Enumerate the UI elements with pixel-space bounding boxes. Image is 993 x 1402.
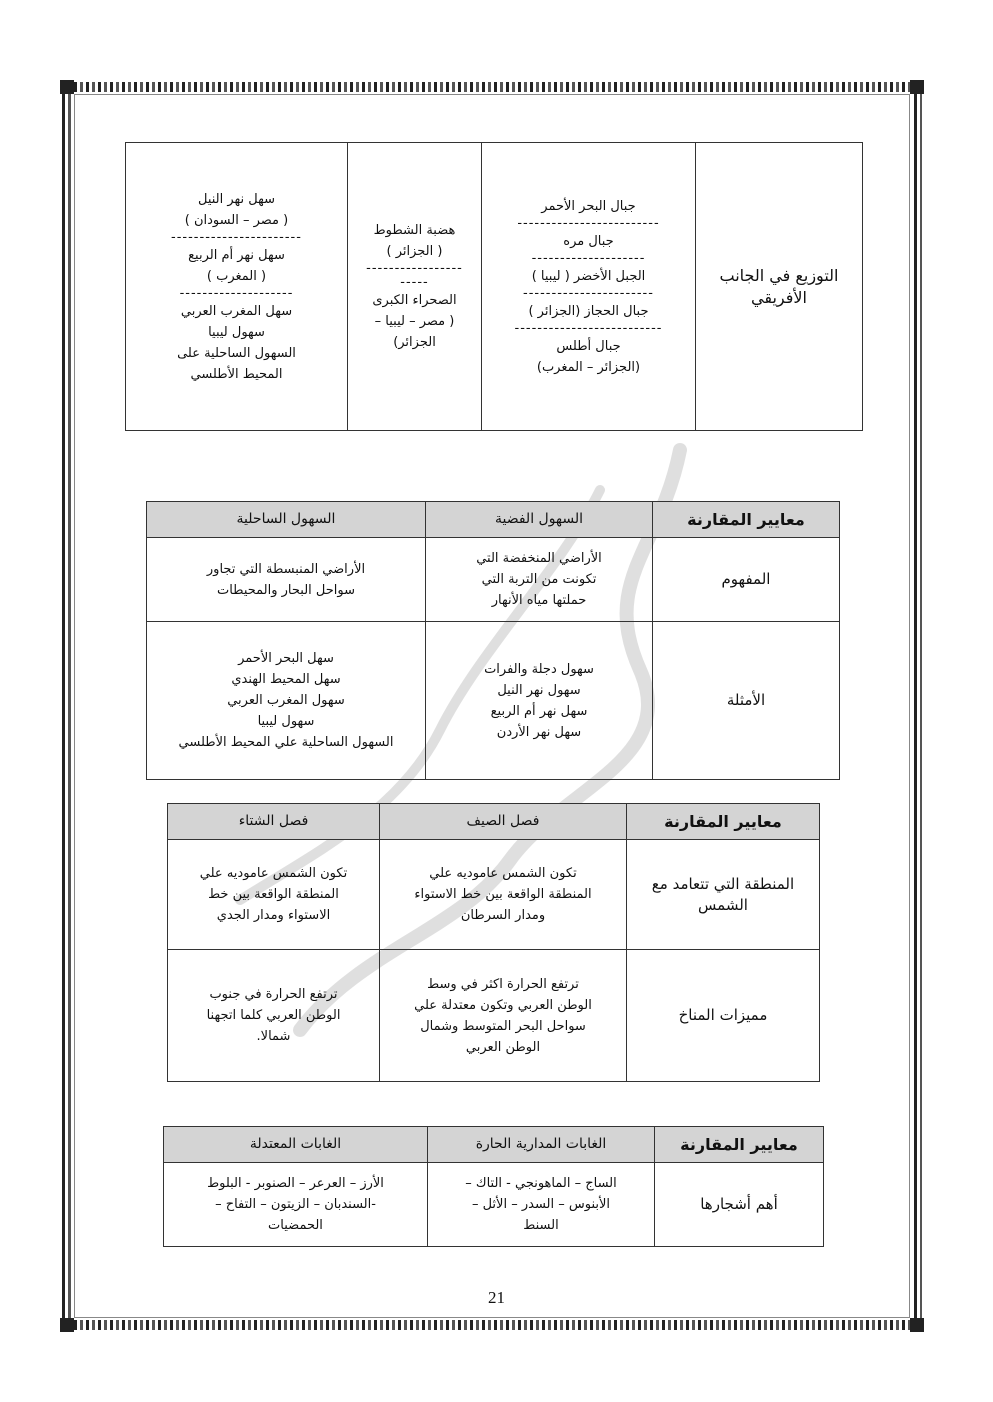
distribution-table	[125, 142, 863, 431]
plateaus-cell: هضبة الشطوط ( الجزائر ) ----------------- ----- الصحراء الكبرى ( مصر – ليبيا – الجزائر)	[348, 143, 482, 431]
table-cell: ترتفع الحرارة اكثر في وسط الوطن العربي وتكون معتدلة علي سواحل البحر المتوسط وشمال الوطن العربي	[380, 950, 627, 1082]
table-cell: الساج – الماهونجي - التاك – الأبنوس – السدر – الأثل – السنط	[428, 1163, 655, 1247]
column-header: السهول الفضية	[426, 502, 653, 538]
table-cell: سهول دجلة والفرات سهول نهر النيل سهل نهر أم الربيع سهل نهر الأردن	[426, 622, 653, 780]
criteria-header: معايير المقارنة	[627, 804, 820, 840]
table-cell: سهل البحر الأحمر سهل المحيط الهندي سهول المغرب العربي سهول ليبيا السهول الساحلية علي المحيط الأطلسي	[147, 622, 426, 780]
table-cell: تكون الشمس عاموديه علي المنطقة الواقعة بين خط الاستواء ومدار الجدي	[168, 840, 380, 950]
criterion-cell: أهم أشجارها	[655, 1163, 824, 1247]
column-header: فصل الشتاء	[168, 804, 380, 840]
table-row	[168, 840, 820, 950]
criteria-header: معايير المقارنة	[653, 502, 840, 538]
page-number: 21	[488, 1288, 505, 1307]
border-corner	[910, 80, 924, 94]
table-cell: الأراضي المنبسطة التي تجاور سواحل البحار والمحيطات	[147, 538, 426, 622]
border-corner	[60, 80, 74, 94]
table-cell: ترتفع الحرارة في جنوب الوطن العربي كلما اتجهنا شمالا.	[168, 950, 380, 1082]
table-cell: الأرز – العرعر – الصنوبر - البلوط -السندبان – الزيتون – التفاح – الحمضيات	[164, 1163, 428, 1247]
table-cell: تكون الشمس عاموديه علي المنطقة الواقعة بين خط الاستواء ومدار السرطان	[380, 840, 627, 950]
column-header: فصل الصيف	[380, 804, 627, 840]
criterion-cell: المفهوم	[653, 538, 840, 622]
border-corner	[60, 1318, 74, 1332]
criterion-cell: الأمثلة	[653, 622, 840, 780]
plains-cell: سهل نهر النيل ( مصر – السودان ) ----------------------- سهل نهر أم الربيع ( المغرب ) -------------------- سهل المغرب العربي سهول ليبيا السهول الساحلية على المحيط الأطلسي	[126, 143, 348, 431]
border-corner	[910, 1318, 924, 1332]
column-header: السهول الساحلية	[147, 502, 426, 538]
table-cell: الأراضي المنخفضة التي تكونت من التربة التي حملتها مياه الأنهار	[426, 538, 653, 622]
table-row	[147, 538, 840, 622]
mountains-cell: جبال البحر الأحمر ------------------------- جبال مره -------------------- الجبل الأخضر ( ليبيا ) ----------------------- جبال الحجاز (الجزائر ) -------------------------- جبال أطلس (الجزائر – المغرب)	[482, 143, 696, 431]
criterion-cell: المنطقة التي تتعامد مع الشمس	[627, 840, 820, 950]
column-header: الغابات المدارية الحارة	[428, 1127, 655, 1163]
column-header: الغابات المعتدلة	[164, 1127, 428, 1163]
table-row	[168, 950, 820, 1082]
plains-comparison-table	[146, 501, 840, 780]
table-row	[164, 1163, 824, 1247]
criteria-header: معايير المقارنة	[655, 1127, 824, 1163]
table-row	[147, 622, 840, 780]
criterion-cell: مميزات المناخ	[627, 950, 820, 1082]
seasons-comparison-table	[167, 803, 820, 1082]
distribution-label: التوزيع في الجانب الأفريقي	[696, 143, 863, 431]
forests-comparison-table	[163, 1126, 824, 1247]
